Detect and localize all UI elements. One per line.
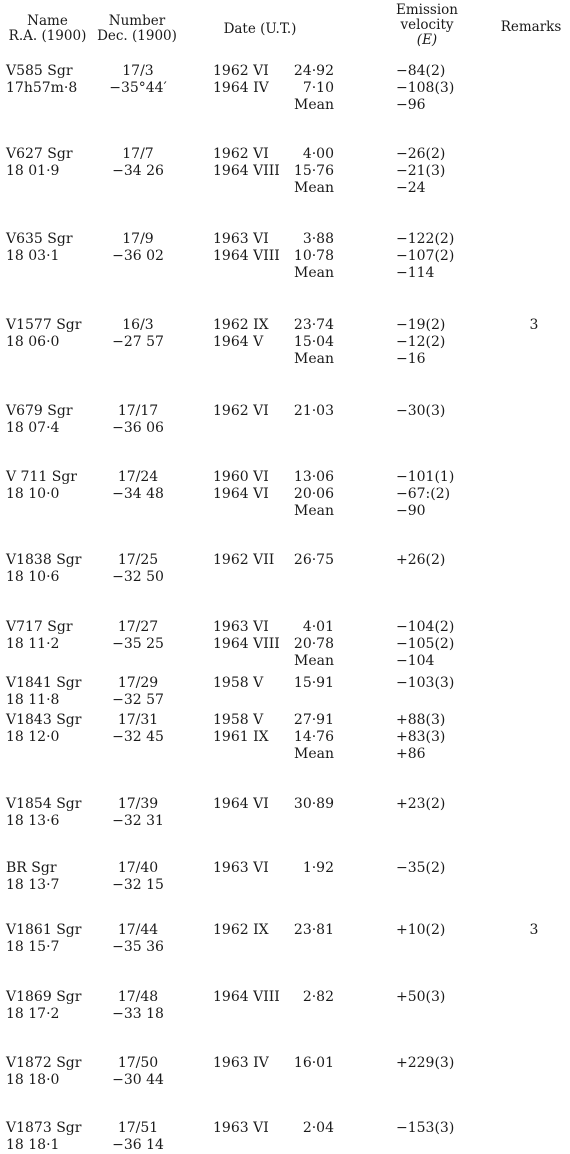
- emission-velocity: −101(1): [396, 469, 455, 485]
- emission-velocity: −114: [396, 265, 435, 281]
- table-row: [0, 636, 570, 653]
- star-entry: [0, 469, 570, 520]
- star-name: 18 10·0: [6, 486, 60, 502]
- table-row: [0, 80, 570, 97]
- star-entry: [0, 63, 570, 114]
- star-number: −35 25: [112, 636, 164, 652]
- star-number: 16/3: [122, 317, 154, 333]
- star-name: 18 15·7: [6, 939, 60, 955]
- star-name: V1841 Sgr: [6, 675, 82, 691]
- star-number: 17/24: [117, 469, 159, 485]
- emission-velocity: −107(2): [396, 248, 455, 264]
- star-name: V717 Sgr: [6, 619, 73, 635]
- observation-day: Mean: [294, 351, 334, 367]
- table-row: [0, 97, 570, 114]
- star-entry: [0, 403, 570, 437]
- emission-velocity: −24: [396, 180, 426, 196]
- observation-date: 1961 IX: [213, 729, 269, 745]
- table-row: [0, 469, 570, 486]
- observation-date: 1963 VI: [213, 1120, 269, 1136]
- observation-date: 1963 VI: [213, 231, 269, 247]
- star-name: V1869 Sgr: [6, 989, 82, 1005]
- observation-day: 26·75: [293, 552, 334, 568]
- star-number: 17/48: [117, 989, 159, 1005]
- star-number: −34 26: [112, 163, 164, 179]
- observation-day: 14·76: [293, 729, 334, 745]
- emission-velocity: +26(2): [396, 552, 446, 568]
- observation-date: 1963 VI: [213, 860, 269, 876]
- table-row: [0, 63, 570, 80]
- header-ra-label: R.A. (1900): [8, 28, 87, 44]
- table-row: [0, 877, 570, 894]
- header-date-label: Date (U.T.): [223, 21, 297, 37]
- observation-day: 24·92: [293, 63, 334, 79]
- star-table-body: [0, 63, 570, 1154]
- observation-date: 1962 VII: [213, 552, 275, 568]
- observation-date: 1962 VI: [213, 146, 269, 162]
- star-name: V1577 Sgr: [6, 317, 82, 333]
- observation-day: Mean: [294, 265, 334, 281]
- star-name: 18 10·6: [6, 569, 60, 585]
- star-entry: [0, 231, 570, 282]
- emission-velocity: +229(3): [396, 1055, 455, 1071]
- table-row: [0, 619, 570, 636]
- star-number: −34 48: [112, 486, 164, 502]
- star-number: −30 44: [112, 1072, 164, 1088]
- observation-date: 1964 VIII: [213, 248, 280, 264]
- star-number: 17/40: [117, 860, 159, 876]
- star-entry: [0, 712, 570, 763]
- star-name: 18 18·1: [6, 1137, 60, 1153]
- table-row: [0, 989, 570, 1006]
- star-entry: [0, 922, 570, 956]
- observation-day: 16·01: [293, 1055, 334, 1071]
- observation-day: Mean: [294, 97, 334, 113]
- star-number: 17/25: [117, 552, 159, 568]
- table-row: [0, 813, 570, 830]
- remark-note: 3: [529, 317, 539, 333]
- observation-date: 1964 VI: [213, 796, 269, 812]
- emission-velocity: −108(3): [396, 80, 455, 96]
- observation-date: 1960 VI: [213, 469, 269, 485]
- emission-velocity: −35(2): [396, 860, 446, 876]
- observation-date: 1964 VIII: [213, 636, 280, 652]
- star-name: 18 11·8: [6, 692, 60, 708]
- star-entry: [0, 146, 570, 197]
- observation-date: 1962 IX: [213, 317, 269, 333]
- star-name: V1838 Sgr: [6, 552, 82, 568]
- observation-day: 15·91: [293, 675, 334, 691]
- star-name: V1873 Sgr: [6, 1120, 82, 1136]
- table-row: [0, 231, 570, 248]
- observation-day: Mean: [294, 503, 334, 519]
- star-name: V627 Sgr: [6, 146, 73, 162]
- star-entry: [0, 552, 570, 586]
- observation-date: 1964 IV: [213, 80, 269, 96]
- observation-day: Mean: [294, 180, 334, 196]
- header-date: [200, 22, 320, 37]
- star-number: −32 50: [112, 569, 164, 585]
- star-number: −36 02: [112, 248, 164, 264]
- observation-date: 1962 VI: [213, 63, 269, 79]
- star-name: 17h57m·8: [6, 80, 78, 96]
- table-row: [0, 1120, 570, 1137]
- emission-velocity: −12(2): [396, 334, 446, 350]
- table-row: [0, 420, 570, 437]
- emission-velocity: +88(3): [396, 712, 446, 728]
- observation-day: 1·92: [302, 860, 334, 876]
- star-number: −32 15: [112, 877, 164, 893]
- star-number: −27 57: [112, 334, 164, 350]
- star-number: −36 14: [112, 1137, 164, 1153]
- star-entry: [0, 989, 570, 1023]
- table-row: [0, 729, 570, 746]
- remark-note: 3: [529, 922, 539, 938]
- table-row: [0, 653, 570, 670]
- star-entry: [0, 317, 570, 368]
- emission-velocity: +23(2): [396, 796, 446, 812]
- observation-day: 15·76: [293, 163, 334, 179]
- star-name: V1843 Sgr: [6, 712, 82, 728]
- observation-day: 20·78: [293, 636, 334, 652]
- star-number: 17/7: [122, 146, 154, 162]
- star-entry: [0, 1055, 570, 1089]
- star-entry: [0, 860, 570, 894]
- observation-day: 3·88: [302, 231, 334, 247]
- emission-velocity: +50(3): [396, 989, 446, 1005]
- star-number: 17/44: [117, 922, 159, 938]
- header-number: [92, 14, 182, 44]
- table-row: [0, 180, 570, 197]
- star-number: −32 31: [112, 813, 164, 829]
- star-name: BR Sgr: [6, 860, 57, 876]
- observation-day: 13·06: [293, 469, 334, 485]
- table-row: [0, 351, 570, 368]
- observation-date: 1962 IX: [213, 922, 269, 938]
- table-row: [0, 922, 570, 939]
- star-number: 17/51: [117, 1120, 159, 1136]
- header-dec-label: Dec. (1900): [97, 28, 177, 44]
- observation-day: 10·78: [293, 248, 334, 264]
- emission-velocity: +83(3): [396, 729, 446, 745]
- header-velocity-label: velocity: [400, 17, 454, 33]
- star-number: 17/39: [117, 796, 159, 812]
- emission-velocity: −84(2): [396, 63, 446, 79]
- table-row: [0, 569, 570, 586]
- star-number: 17/3: [122, 63, 154, 79]
- observation-date: 1964 VIII: [213, 163, 280, 179]
- star-name: V1854 Sgr: [6, 796, 82, 812]
- observation-day: 23·81: [293, 922, 334, 938]
- table-row: [0, 334, 570, 351]
- star-number: −36 06: [112, 420, 164, 436]
- star-number: −35°44′: [109, 80, 167, 96]
- star-name: 18 06·0: [6, 334, 60, 350]
- table-row: [0, 746, 570, 763]
- star-entry: [0, 619, 570, 670]
- observation-date: 1964 VI: [213, 486, 269, 502]
- star-name: V585 Sgr: [6, 63, 73, 79]
- header-remarks: [492, 20, 570, 35]
- observation-date: 1963 IV: [213, 1055, 269, 1071]
- table-row: [0, 486, 570, 503]
- star-number: 17/31: [117, 712, 159, 728]
- emission-velocity: −26(2): [396, 146, 446, 162]
- star-name: V635 Sgr: [6, 231, 73, 247]
- emission-velocity: −103(3): [396, 675, 455, 691]
- star-name: 18 13·6: [6, 813, 60, 829]
- star-name: V 711 Sgr: [6, 469, 77, 485]
- emission-velocity: −104: [396, 653, 435, 669]
- table-row: [0, 317, 570, 334]
- table-row: [0, 1006, 570, 1023]
- table-row: [0, 939, 570, 956]
- observation-date: 1958 V: [213, 712, 264, 728]
- star-number: 17/17: [117, 403, 159, 419]
- star-number: −33 18: [112, 1006, 164, 1022]
- observation-day: Mean: [294, 746, 334, 762]
- observation-day: 7·10: [302, 80, 334, 96]
- header-remarks-label: Remarks: [500, 19, 562, 35]
- observation-day: 4·01: [302, 619, 334, 635]
- table-row: [0, 692, 570, 709]
- emission-velocity: −21(3): [396, 163, 446, 179]
- observation-day: 4·00: [302, 146, 334, 162]
- star-name: 18 07·4: [6, 420, 60, 436]
- star-name: 18 03·1: [6, 248, 60, 264]
- observation-day: 2·04: [302, 1120, 334, 1136]
- table-row: [0, 675, 570, 692]
- observation-date: 1958 V: [213, 675, 264, 691]
- table-row: [0, 503, 570, 520]
- star-name: 18 17·2: [6, 1006, 60, 1022]
- star-name: V1872 Sgr: [6, 1055, 82, 1071]
- emission-velocity: +10(2): [396, 922, 446, 938]
- table-row: [0, 403, 570, 420]
- star-number: 17/9: [122, 231, 154, 247]
- table-row: [0, 163, 570, 180]
- emission-velocity: −19(2): [396, 317, 446, 333]
- star-entry: [0, 796, 570, 830]
- star-number: 17/29: [117, 675, 159, 691]
- emission-velocity: +86: [396, 746, 426, 762]
- observation-day: 23·74: [293, 317, 334, 333]
- observation-date: 1963 VI: [213, 619, 269, 635]
- table-row: [0, 1072, 570, 1089]
- star-number: −32 57: [112, 692, 164, 708]
- observation-day: 20·06: [293, 486, 334, 502]
- star-number: −32 45: [112, 729, 164, 745]
- star-number: −35 36: [112, 939, 164, 955]
- header-name-label: Name: [27, 13, 68, 29]
- star-number: 17/27: [117, 619, 159, 635]
- header-e-symbol: (E): [416, 32, 438, 48]
- header-number-label: Number: [108, 13, 166, 29]
- star-entry: [0, 675, 570, 709]
- observation-date: 1962 VI: [213, 403, 269, 419]
- table-row: [0, 265, 570, 282]
- observation-date: 1964 VIII: [213, 989, 280, 1005]
- observation-date: 1964 V: [213, 334, 264, 350]
- star-name: V679 Sgr: [6, 403, 73, 419]
- emission-velocity: −90: [396, 503, 426, 519]
- observation-day: 15·04: [293, 334, 334, 350]
- header-emission-velocity: [372, 3, 482, 48]
- table-row: [0, 1137, 570, 1154]
- star-name: V1861 Sgr: [6, 922, 82, 938]
- star-entry: [0, 1120, 570, 1154]
- star-name: 18 12·0: [6, 729, 60, 745]
- table-row: [0, 712, 570, 729]
- emission-velocity: −16: [396, 351, 426, 367]
- observation-day: 2·82: [302, 989, 334, 1005]
- emission-velocity: −153(3): [396, 1120, 455, 1136]
- header-emission-label: Emission: [396, 2, 458, 18]
- emission-velocity: −105(2): [396, 636, 455, 652]
- header-name: [0, 14, 95, 44]
- table-row: [0, 146, 570, 163]
- table-row: [0, 1055, 570, 1072]
- emission-velocity: −96: [396, 97, 426, 113]
- star-name: 18 11·2: [6, 636, 60, 652]
- emission-velocity: −122(2): [396, 231, 455, 247]
- emission-velocity: −104(2): [396, 619, 455, 635]
- observation-day: 27·91: [293, 712, 334, 728]
- observation-day: 30·89: [293, 796, 334, 812]
- star-name: 18 18·0: [6, 1072, 60, 1088]
- star-number: 17/50: [117, 1055, 159, 1071]
- emission-velocity: −67:(2): [396, 486, 451, 502]
- observation-day: 21·03: [293, 403, 334, 419]
- table-row: [0, 248, 570, 265]
- emission-velocity: −30(3): [396, 403, 446, 419]
- table-row: [0, 860, 570, 877]
- table-row: [0, 552, 570, 569]
- star-name: 18 01·9: [6, 163, 60, 179]
- star-name: 18 13·7: [6, 877, 60, 893]
- table-row: [0, 796, 570, 813]
- observation-day: Mean: [294, 653, 334, 669]
